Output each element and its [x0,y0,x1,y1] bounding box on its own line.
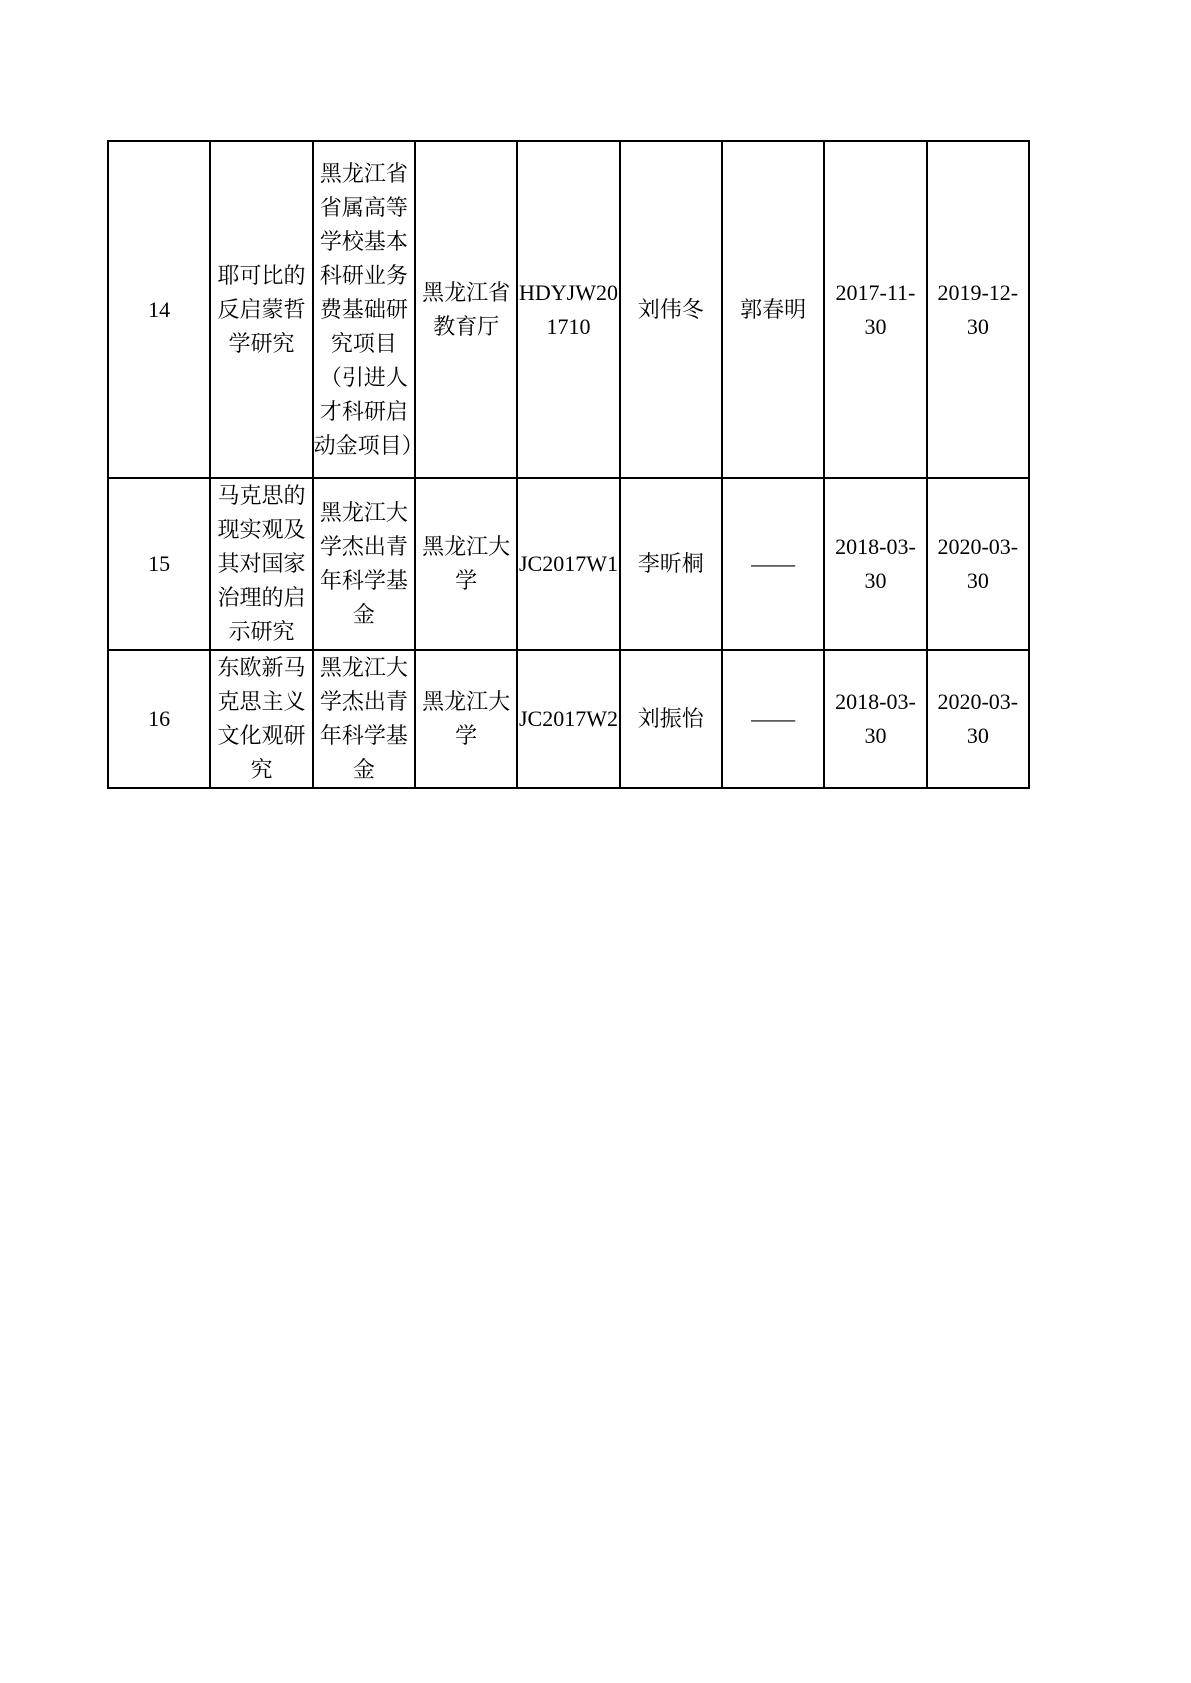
cell-project-category: 黑龙江省省属高等学校基本科研业务费基础研究项目（引进人才科研启动金项目） [313,141,415,478]
cell-end-date: 2020-03-30 [927,478,1029,650]
table-row-14 [108,141,1029,478]
projects-table [107,140,1030,789]
cell-start-date: 2018-03-30 [824,650,926,788]
cell-project-category: 黑龙江大学杰出青年科学基金 [313,478,415,650]
cell-issuing-agency: 黑龙江省教育厅 [415,141,517,478]
cell-project-code: JC2017W1 [517,478,619,650]
cell-project-title: 耶可比的反启蒙哲学研究 [210,141,312,478]
cell-project-member: 郭春明 [722,141,824,478]
cell-project-category: 黑龙江大学杰出青年科学基金 [313,650,415,788]
cell-serial-number: 14 [108,141,210,478]
cell-project-title: 马克思的现实观及其对国家治理的启示研究 [210,478,312,650]
cell-start-date: 2018-03-30 [824,478,926,650]
table-row-15 [108,478,1029,650]
cell-project-member: —— [722,650,824,788]
cell-project-leader: 李昕桐 [620,478,722,650]
cell-project-title: 东欧新马克思主义文化观研究 [210,650,312,788]
cell-project-member: —— [722,478,824,650]
cell-end-date: 2020-03-30 [927,650,1029,788]
cell-serial-number: 16 [108,650,210,788]
table-row-16 [108,650,1029,788]
cell-issuing-agency: 黑龙江大学 [415,650,517,788]
cell-end-date: 2019-12-30 [927,141,1029,478]
cell-project-leader: 刘振怡 [620,650,722,788]
cell-project-code: HDYJW201710 [517,141,619,478]
cell-project-leader: 刘伟冬 [620,141,722,478]
cell-start-date: 2017-11-30 [824,141,926,478]
cell-serial-number: 15 [108,478,210,650]
cell-issuing-agency: 黑龙江大学 [415,478,517,650]
cell-project-code: JC2017W2 [517,650,619,788]
